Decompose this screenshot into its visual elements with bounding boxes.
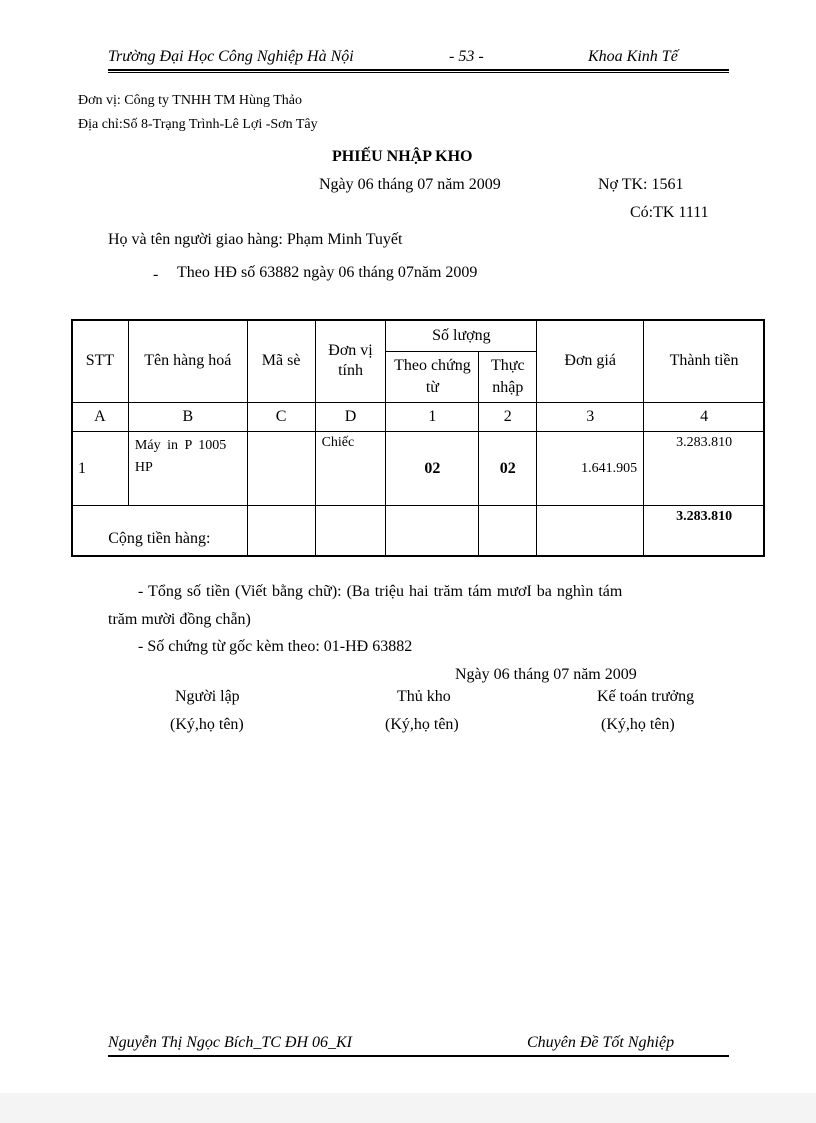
header-page-number: - 53 - [449,48,484,65]
total-amount: 3.283.810 [644,506,765,557]
row-amount: 3.283.810 [644,432,765,506]
document-date: Ngày 06 tháng 07 năm 2009 [319,176,501,193]
row-qty-actual: 02 [479,432,537,506]
code-col-3: 3 [537,403,644,432]
th-quantity: Số lượng [386,320,537,352]
signature-date: Ngày 06 tháng 07 năm 2009 [455,666,637,683]
signer-preparer-title: Người lập [175,688,240,705]
goods-table [71,319,765,557]
code-col-d: D [315,403,386,432]
code-col-4: 4 [644,403,765,432]
total-empty-qty-doc [386,506,479,557]
header-faculty: Khoa Kinh Tế [588,48,678,65]
th-code: Mã sè [247,320,315,403]
debit-account: Nợ TK: 1561 [598,176,684,193]
row-stt: 1 [72,432,129,506]
code-col-b: B [128,403,247,432]
row-item-name: Máy in P 1005 HP [128,432,247,506]
th-unit-price: Đơn giá [537,320,644,403]
signer-chief-accountant-title: Kế toán trưởng [597,688,695,705]
th-qty-actual: Thực nhập [479,352,537,403]
row-unit-price: 1.641.905 [537,432,644,506]
deliverer-name: Họ và tên người giao hàng: Phạm Minh Tuyết [108,231,403,248]
th-item-name: Tên hàng hoá [128,320,247,403]
code-col-a: A [72,403,129,432]
th-qty-per-document: Theo chứng từ [386,352,479,403]
credit-account: Có:TK 1111 [630,204,709,221]
code-col-2: 2 [479,403,537,432]
footer-topic: Chuyên Đề Tốt Nghiệp [527,1034,675,1051]
attached-documents: - Số chứng từ gốc kèm theo: 01-HĐ 63882 [138,638,413,655]
row-qty-per-document: 02 [386,432,479,506]
total-empty-qty-actual [479,506,537,557]
row-unit: Chiếc [315,432,386,506]
signer-storekeeper-title: Thủ kho [397,688,451,705]
company-address: Địa chỉ:Số 8-Trạng Trình-Lê Lợi -Sơn Tây [78,117,318,132]
row-code [247,432,315,506]
signer-storekeeper-note: (Ký,họ tên) [385,716,459,733]
page-bottom-band [0,1093,816,1123]
header-rule [108,69,729,71]
code-col-c: C [247,403,315,432]
total-empty-unit [315,506,386,557]
footer-rule [108,1055,729,1057]
header-rule-thin [108,72,729,73]
document-title: PHIẾU NHẬP KHO [332,148,473,165]
total-in-words-continued: trăm mười đồng chẵn) [108,611,251,628]
signer-preparer-note: (Ký,họ tên) [170,716,244,733]
total-in-words: - Tổng số tiền (Viết bằng chữ): (Ba triệu hai trăm tám mươI ba nghìn tám [138,583,623,600]
th-stt: STT [72,320,129,403]
total-empty-code [247,506,315,557]
total-label: Cộng tiền hàng: [72,506,248,557]
footer-author: Nguyễn Thị Ngọc Bích_TC ĐH 06_KI [108,1034,352,1051]
th-amount: Thành tiền [644,320,765,403]
contract-dash: - [153,266,159,283]
signer-chief-accountant-note: (Ký,họ tên) [601,716,675,733]
header-school: Trường Đại Học Công Nghiệp Hà Nội [108,48,354,65]
code-col-1: 1 [386,403,479,432]
contract-reference: Theo HĐ số 63882 ngày 06 tháng 07năm 2009 [177,264,478,281]
company-unit: Đơn vị: Công ty TNHH TM Hùng Thảo [78,93,303,108]
th-unit: Đơn vị tính [315,320,386,403]
total-empty-price [537,506,644,557]
